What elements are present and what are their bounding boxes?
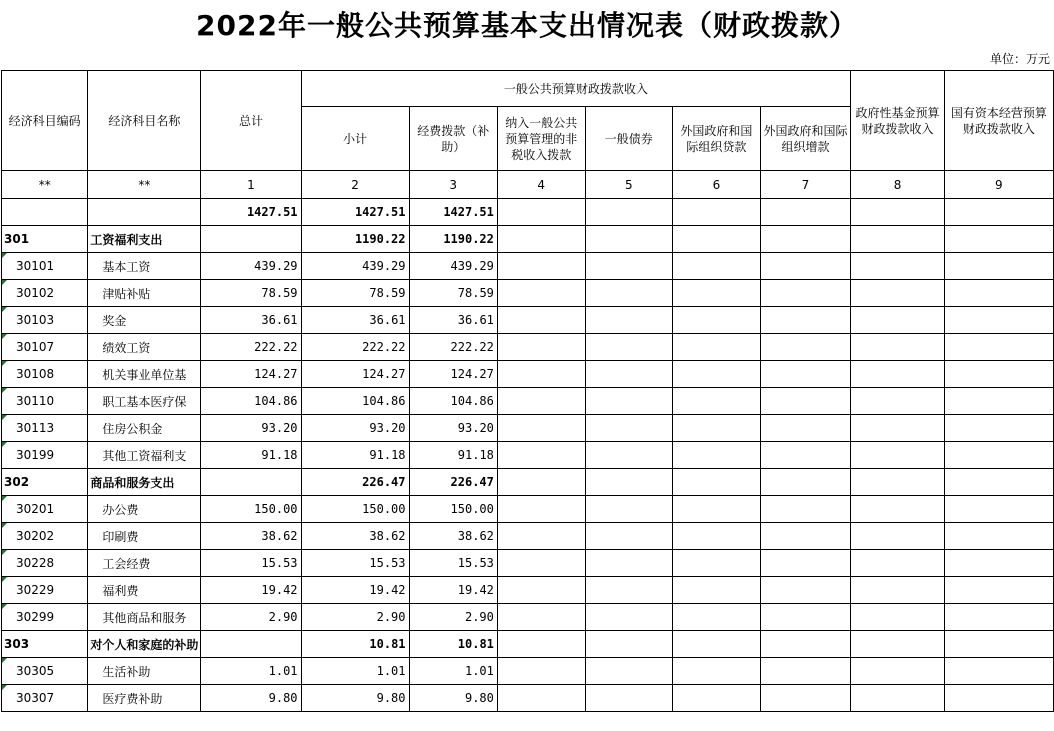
- empty-cell: [585, 469, 673, 496]
- empty-cell: [760, 577, 851, 604]
- subtotal-cell: 222.22: [301, 334, 409, 361]
- subtotal-cell: 91.18: [301, 442, 409, 469]
- empty-cell: [851, 442, 944, 469]
- name-cell: 工资福利支出: [88, 226, 201, 253]
- empty-cell: [585, 550, 673, 577]
- empty-cell: [497, 469, 585, 496]
- code-cell: 301: [2, 226, 88, 253]
- index-row: [2, 171, 1054, 199]
- empty-cell: [497, 226, 585, 253]
- subtotal-cell: 1427.51: [301, 199, 409, 226]
- fund-cell: 1.01: [409, 658, 497, 685]
- table-row: [2, 199, 1054, 226]
- empty-cell: [851, 469, 944, 496]
- empty-cell: [585, 496, 673, 523]
- header-group: 一般公共预算财政拨款收入: [301, 71, 851, 107]
- total-cell: 15.53: [201, 550, 301, 577]
- empty-cell: [944, 550, 1053, 577]
- empty-cell: [944, 415, 1053, 442]
- empty-cell: [673, 442, 761, 469]
- code-cell: 303: [2, 631, 88, 658]
- empty-cell: [944, 604, 1053, 631]
- name-cell: 办公费: [88, 496, 201, 523]
- subtotal-cell: 10.81: [301, 631, 409, 658]
- empty-cell: [497, 199, 585, 226]
- subtotal-cell: 104.86: [301, 388, 409, 415]
- table-row: [2, 496, 1054, 523]
- table-row: [2, 685, 1054, 712]
- table-row: [2, 550, 1054, 577]
- name-cell: 住房公积金: [88, 415, 201, 442]
- name-cell: 商品和服务支出: [88, 469, 201, 496]
- code-cell: 30201: [2, 496, 88, 523]
- empty-cell: [760, 523, 851, 550]
- code-cell: 30199: [2, 442, 88, 469]
- fund-cell: 124.27: [409, 361, 497, 388]
- empty-cell: [760, 469, 851, 496]
- empty-cell: [497, 604, 585, 631]
- header-stateasset: 国有资本经营预算财政拨款收入: [944, 71, 1053, 171]
- empty-cell: [673, 685, 761, 712]
- empty-cell: [673, 658, 761, 685]
- total-cell: 38.62: [201, 523, 301, 550]
- subtotal-cell: 1.01: [301, 658, 409, 685]
- empty-cell: [585, 685, 673, 712]
- empty-cell: [944, 685, 1053, 712]
- total-cell: 19.42: [201, 577, 301, 604]
- name-cell: [88, 199, 201, 226]
- index-cell: 8: [851, 171, 944, 199]
- empty-cell: [760, 496, 851, 523]
- fund-cell: 38.62: [409, 523, 497, 550]
- fund-cell: 1190.22: [409, 226, 497, 253]
- header-name: 经济科目名称: [88, 71, 201, 171]
- empty-cell: [497, 334, 585, 361]
- empty-cell: [585, 388, 673, 415]
- empty-cell: [673, 631, 761, 658]
- table-row: [2, 307, 1054, 334]
- empty-cell: [585, 604, 673, 631]
- header-total: 总计: [201, 71, 301, 171]
- fund-cell: 78.59: [409, 280, 497, 307]
- empty-cell: [673, 577, 761, 604]
- empty-cell: [497, 442, 585, 469]
- header-debt: 一般债券: [585, 107, 673, 171]
- empty-cell: [851, 388, 944, 415]
- subtotal-cell: 19.42: [301, 577, 409, 604]
- empty-cell: [760, 307, 851, 334]
- empty-cell: [944, 280, 1053, 307]
- fund-cell: 15.53: [409, 550, 497, 577]
- empty-cell: [673, 199, 761, 226]
- fund-cell: 1427.51: [409, 199, 497, 226]
- empty-cell: [760, 550, 851, 577]
- empty-cell: [760, 199, 851, 226]
- table-row: [2, 415, 1054, 442]
- empty-cell: [760, 415, 851, 442]
- empty-cell: [760, 280, 851, 307]
- code-cell: 30307: [2, 685, 88, 712]
- code-cell: 30101: [2, 253, 88, 280]
- table-row: [2, 226, 1054, 253]
- subtotal-cell: 93.20: [301, 415, 409, 442]
- empty-cell: [851, 604, 944, 631]
- fund-cell: 91.18: [409, 442, 497, 469]
- header-grant: 外国政府和国际组织增款: [760, 107, 851, 171]
- table-row: [2, 361, 1054, 388]
- empty-cell: [944, 631, 1053, 658]
- empty-cell: [944, 658, 1053, 685]
- subtotal-cell: 2.90: [301, 604, 409, 631]
- fund-cell: 150.00: [409, 496, 497, 523]
- code-cell: 30228: [2, 550, 88, 577]
- table-row: [2, 631, 1054, 658]
- subtotal-cell: 439.29: [301, 253, 409, 280]
- subtotal-cell: 1190.22: [301, 226, 409, 253]
- total-cell: [201, 469, 301, 496]
- empty-cell: [673, 604, 761, 631]
- empty-cell: [944, 253, 1053, 280]
- name-cell: 福利费: [88, 577, 201, 604]
- header-loan: 外国政府和国际组织贷款: [673, 107, 761, 171]
- empty-cell: [851, 199, 944, 226]
- index-cell: 2: [301, 171, 409, 199]
- empty-cell: [497, 496, 585, 523]
- empty-cell: [497, 361, 585, 388]
- index-cell: 6: [673, 171, 761, 199]
- empty-cell: [851, 523, 944, 550]
- table-row: [2, 388, 1054, 415]
- empty-cell: [760, 658, 851, 685]
- empty-cell: [760, 685, 851, 712]
- empty-cell: [851, 415, 944, 442]
- empty-cell: [497, 631, 585, 658]
- subtotal-cell: 15.53: [301, 550, 409, 577]
- table-row: [2, 253, 1054, 280]
- name-cell: 工会经费: [88, 550, 201, 577]
- name-cell: 机关事业单位基: [88, 361, 201, 388]
- empty-cell: [944, 334, 1053, 361]
- empty-cell: [585, 577, 673, 604]
- empty-cell: [851, 280, 944, 307]
- fund-cell: 93.20: [409, 415, 497, 442]
- empty-cell: [673, 361, 761, 388]
- empty-cell: [497, 253, 585, 280]
- table-row: [2, 469, 1054, 496]
- header-nontax: 纳入一般公共预算管理的非税收入拨款: [497, 107, 585, 171]
- table-row: [2, 280, 1054, 307]
- header-subtotal: 小计: [301, 107, 409, 171]
- total-cell: [201, 226, 301, 253]
- name-cell: 医疗费补助: [88, 685, 201, 712]
- total-cell: 93.20: [201, 415, 301, 442]
- table-row: [2, 334, 1054, 361]
- empty-cell: [673, 550, 761, 577]
- empty-cell: [944, 199, 1053, 226]
- empty-cell: [851, 361, 944, 388]
- empty-cell: [760, 361, 851, 388]
- empty-cell: [673, 334, 761, 361]
- total-cell: 91.18: [201, 442, 301, 469]
- table-row: [2, 442, 1054, 469]
- index-cell: **: [88, 171, 201, 199]
- empty-cell: [851, 307, 944, 334]
- total-cell: 78.59: [201, 280, 301, 307]
- subtotal-cell: 36.61: [301, 307, 409, 334]
- empty-cell: [944, 307, 1053, 334]
- fund-cell: 36.61: [409, 307, 497, 334]
- empty-cell: [760, 631, 851, 658]
- table-header: [2, 71, 1054, 171]
- empty-cell: [944, 226, 1053, 253]
- total-cell: 104.86: [201, 388, 301, 415]
- subtotal-cell: 9.80: [301, 685, 409, 712]
- header-code: 经济科目编码: [2, 71, 88, 171]
- empty-cell: [944, 388, 1053, 415]
- code-cell: 302: [2, 469, 88, 496]
- empty-cell: [497, 307, 585, 334]
- fund-cell: 2.90: [409, 604, 497, 631]
- name-cell: 其他工资福利支: [88, 442, 201, 469]
- name-cell: 生活补助: [88, 658, 201, 685]
- empty-cell: [585, 253, 673, 280]
- index-cell: 5: [585, 171, 673, 199]
- empty-cell: [673, 469, 761, 496]
- subtotal-cell: 226.47: [301, 469, 409, 496]
- total-cell: 439.29: [201, 253, 301, 280]
- total-cell: 150.00: [201, 496, 301, 523]
- name-cell: 津贴补贴: [88, 280, 201, 307]
- index-cell: 1: [201, 171, 301, 199]
- code-cell: 30229: [2, 577, 88, 604]
- empty-cell: [673, 280, 761, 307]
- empty-cell: [760, 388, 851, 415]
- fund-cell: 439.29: [409, 253, 497, 280]
- total-cell: [201, 631, 301, 658]
- code-cell: 30299: [2, 604, 88, 631]
- empty-cell: [760, 604, 851, 631]
- empty-cell: [497, 685, 585, 712]
- total-cell: 2.90: [201, 604, 301, 631]
- empty-cell: [760, 334, 851, 361]
- empty-cell: [851, 631, 944, 658]
- subtotal-cell: 150.00: [301, 496, 409, 523]
- code-cell: 30305: [2, 658, 88, 685]
- code-cell: 30107: [2, 334, 88, 361]
- empty-cell: [673, 523, 761, 550]
- code-cell: 30110: [2, 388, 88, 415]
- name-cell: 职工基本医疗保: [88, 388, 201, 415]
- code-cell: 30113: [2, 415, 88, 442]
- name-cell: 基本工资: [88, 253, 201, 280]
- empty-cell: [851, 658, 944, 685]
- empty-cell: [944, 496, 1053, 523]
- fund-cell: 222.22: [409, 334, 497, 361]
- empty-cell: [497, 577, 585, 604]
- empty-cell: [497, 523, 585, 550]
- empty-cell: [851, 226, 944, 253]
- page-title: 2022年一般公共预算基本支出情况表（财政拨款）: [196, 9, 858, 42]
- index-cell: 9: [944, 171, 1053, 199]
- empty-cell: [851, 253, 944, 280]
- fund-cell: 10.81: [409, 631, 497, 658]
- fund-cell: 9.80: [409, 685, 497, 712]
- name-cell: 对个人和家庭的补助: [88, 631, 201, 658]
- header-fund: 经费拨款（补助）: [409, 107, 497, 171]
- unit-label: 单位：万元: [989, 52, 1050, 66]
- budget-table: [1, 70, 1054, 712]
- table-row: [2, 523, 1054, 550]
- subtotal-cell: 78.59: [301, 280, 409, 307]
- empty-cell: [585, 226, 673, 253]
- subtotal-cell: 38.62: [301, 523, 409, 550]
- name-cell: 奖金: [88, 307, 201, 334]
- fund-cell: 226.47: [409, 469, 497, 496]
- empty-cell: [760, 253, 851, 280]
- code-cell: 30108: [2, 361, 88, 388]
- empty-cell: [585, 307, 673, 334]
- index-cell: **: [2, 171, 88, 199]
- code-cell: 30202: [2, 523, 88, 550]
- empty-cell: [851, 685, 944, 712]
- code-cell: 30103: [2, 307, 88, 334]
- empty-cell: [944, 442, 1053, 469]
- empty-cell: [497, 658, 585, 685]
- fund-cell: 104.86: [409, 388, 497, 415]
- empty-cell: [673, 496, 761, 523]
- total-cell: 1427.51: [201, 199, 301, 226]
- empty-cell: [851, 577, 944, 604]
- empty-cell: [760, 226, 851, 253]
- empty-cell: [944, 361, 1053, 388]
- empty-cell: [497, 550, 585, 577]
- empty-cell: [585, 361, 673, 388]
- total-cell: 9.80: [201, 685, 301, 712]
- code-cell: 30102: [2, 280, 88, 307]
- empty-cell: [585, 415, 673, 442]
- empty-cell: [585, 658, 673, 685]
- empty-cell: [497, 415, 585, 442]
- code-cell: [2, 199, 88, 226]
- empty-cell: [760, 442, 851, 469]
- table-row: [2, 604, 1054, 631]
- empty-cell: [585, 199, 673, 226]
- table-row: [2, 658, 1054, 685]
- index-cell: 3: [409, 171, 497, 199]
- empty-cell: [585, 334, 673, 361]
- subtotal-cell: 124.27: [301, 361, 409, 388]
- empty-cell: [851, 550, 944, 577]
- table-body: [2, 199, 1054, 712]
- index-cell: 7: [760, 171, 851, 199]
- empty-cell: [673, 388, 761, 415]
- total-cell: 124.27: [201, 361, 301, 388]
- index-cell: 4: [497, 171, 585, 199]
- empty-cell: [585, 442, 673, 469]
- empty-cell: [673, 253, 761, 280]
- total-cell: 222.22: [201, 334, 301, 361]
- empty-cell: [944, 577, 1053, 604]
- empty-cell: [497, 388, 585, 415]
- empty-cell: [673, 307, 761, 334]
- empty-cell: [851, 334, 944, 361]
- total-cell: 1.01: [201, 658, 301, 685]
- empty-cell: [851, 496, 944, 523]
- empty-cell: [673, 226, 761, 253]
- total-cell: 36.61: [201, 307, 301, 334]
- name-cell: 印刷费: [88, 523, 201, 550]
- name-cell: 其他商品和服务: [88, 604, 201, 631]
- header-govfund: 政府性基金预算财政拨款收入: [851, 71, 944, 171]
- empty-cell: [673, 415, 761, 442]
- table-row: [2, 577, 1054, 604]
- empty-cell: [585, 280, 673, 307]
- empty-cell: [585, 523, 673, 550]
- name-cell: 绩效工资: [88, 334, 201, 361]
- empty-cell: [585, 631, 673, 658]
- empty-cell: [497, 280, 585, 307]
- fund-cell: 19.42: [409, 577, 497, 604]
- empty-cell: [944, 523, 1053, 550]
- empty-cell: [944, 469, 1053, 496]
